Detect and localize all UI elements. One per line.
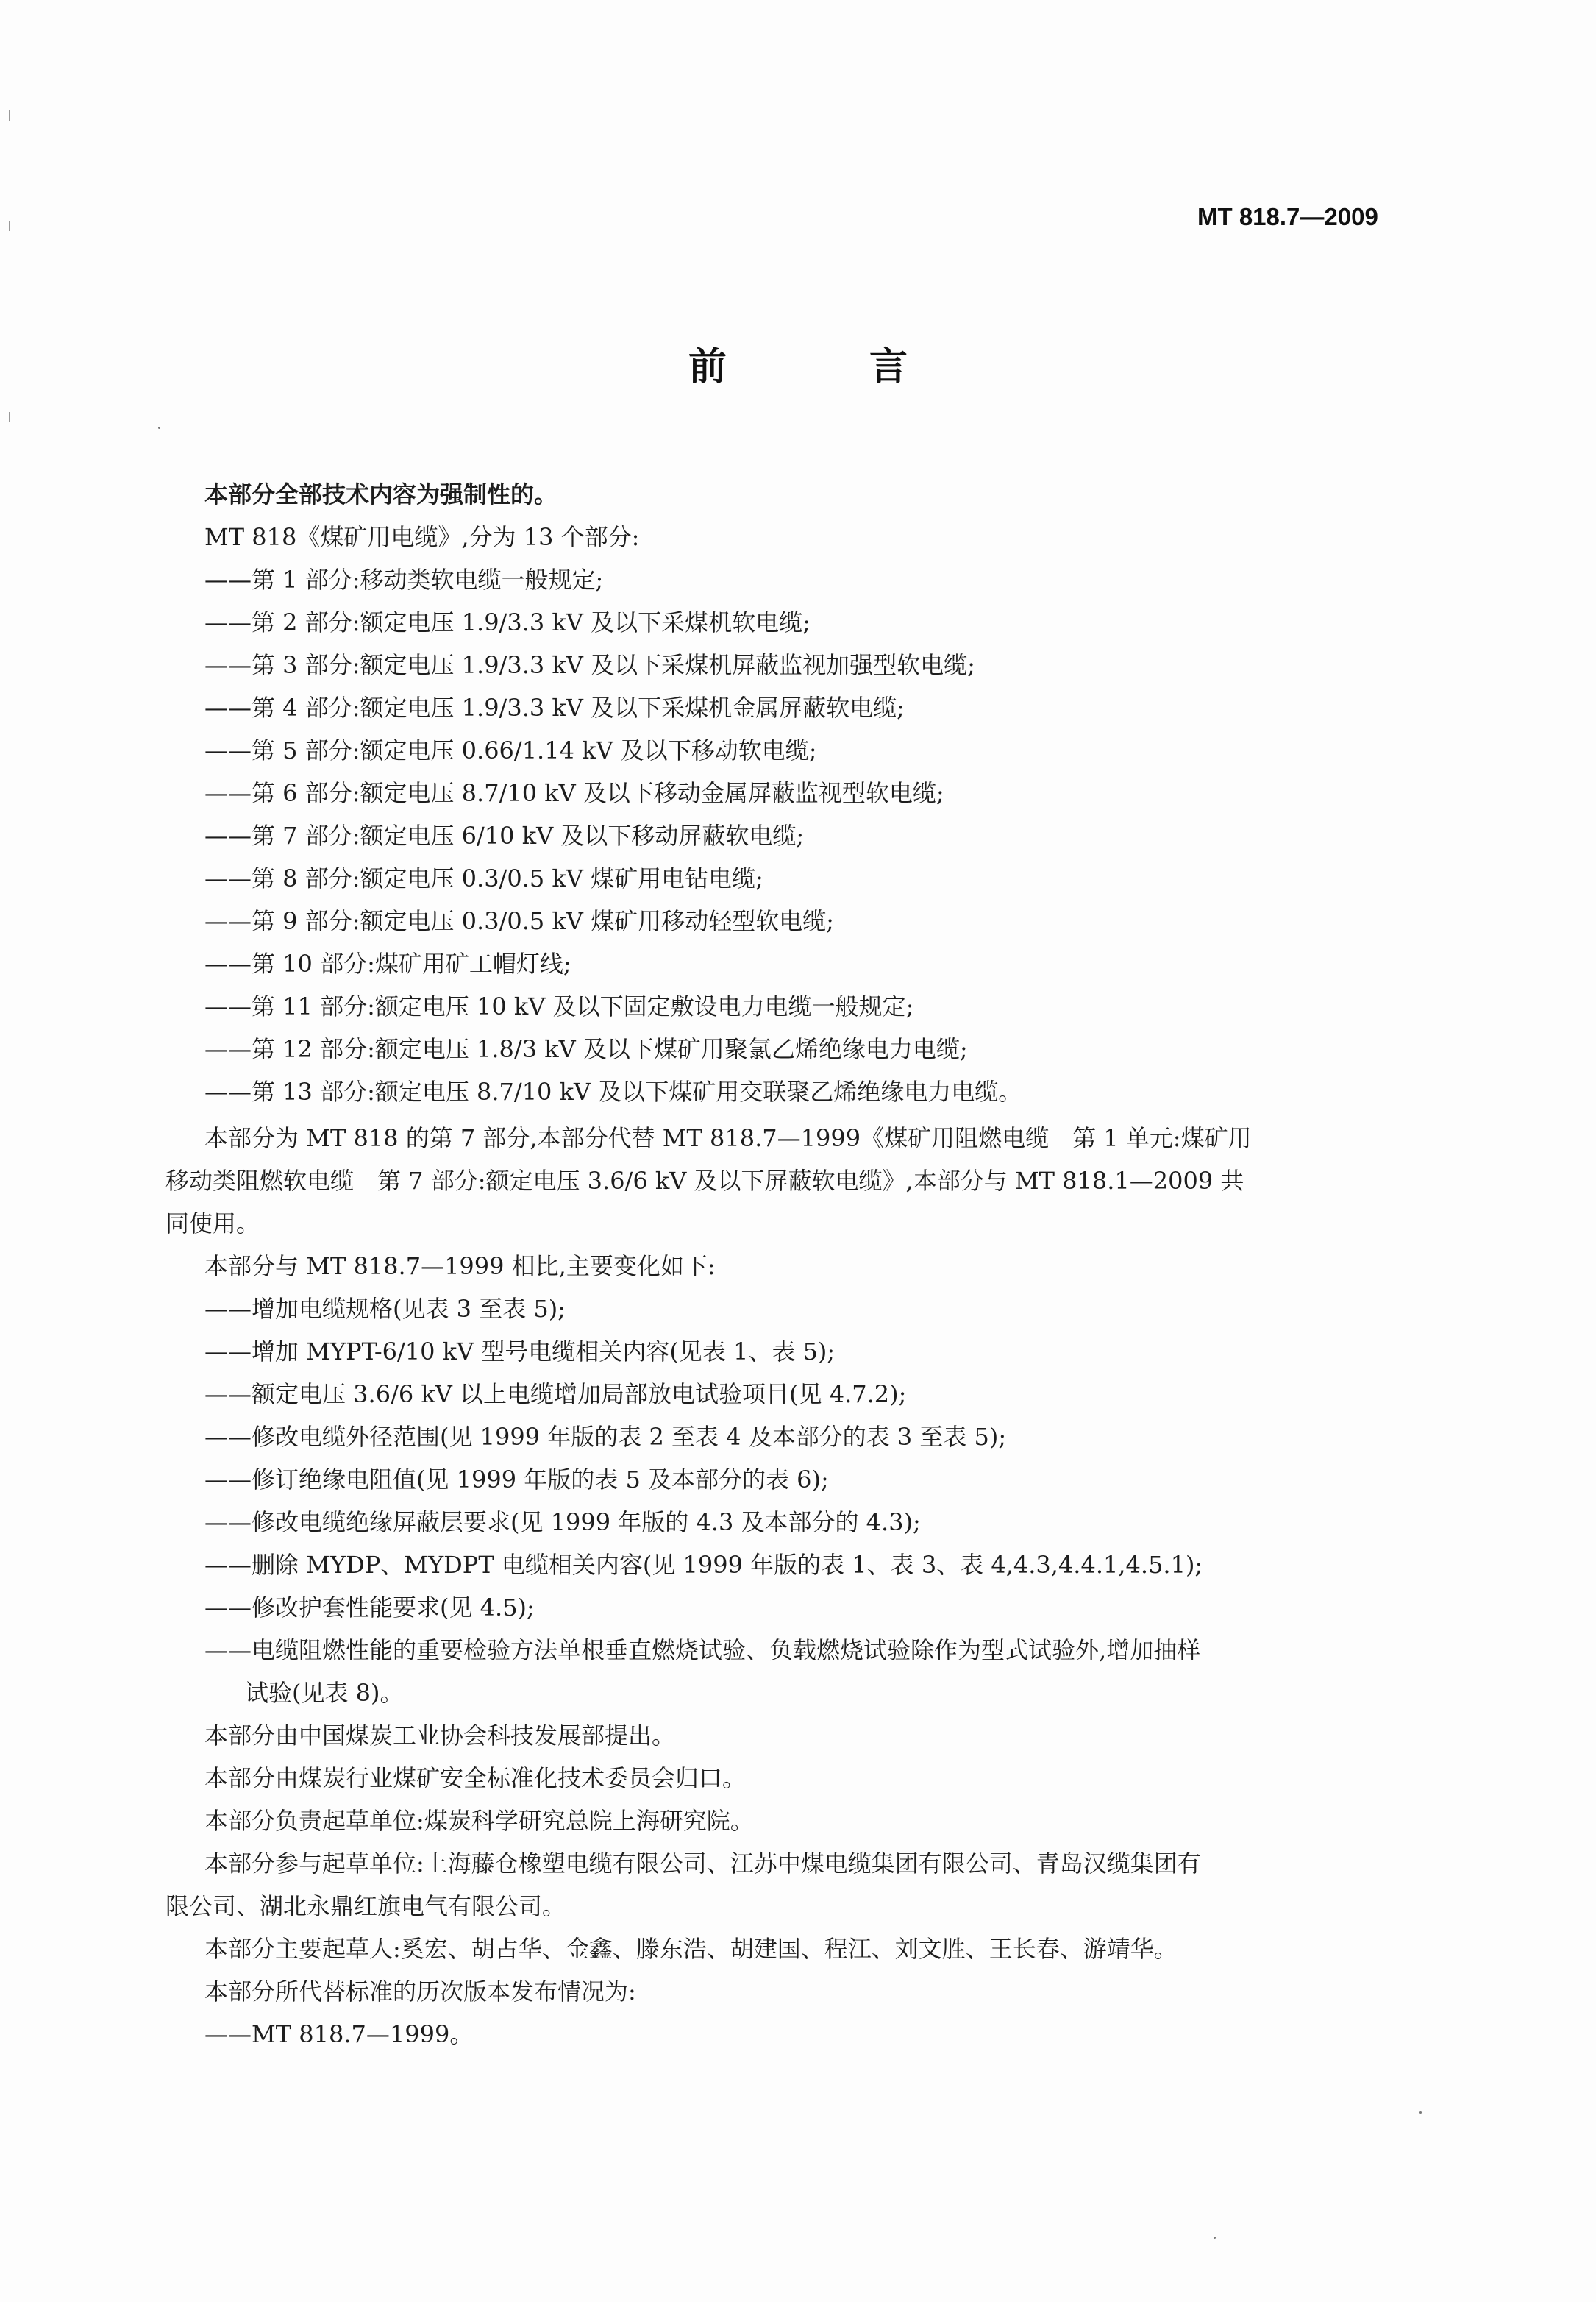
page-title: 前 言 bbox=[688, 345, 973, 389]
drafting-unit: 本部分负责起草单位:煤炭科学研究总院上海研究院。 bbox=[204, 1807, 754, 1835]
list-item: ——第 11 部分:额定电压 10 kV 及以下固定敷设电力电缆一般规定; bbox=[204, 992, 914, 1020]
centralized-by: 本部分由煤炭行业煤矿安全标准化技术委员会归口。 bbox=[204, 1764, 747, 1792]
list-item: ——电缆阻燃性能的重要检验方法单根垂直燃烧试验、负载燃烧试验除作为型式试验外,增加抽样 bbox=[204, 1636, 1201, 1664]
scan-speck bbox=[158, 427, 160, 429]
list-item: ——修改护套性能要求(见 4.5); bbox=[204, 1594, 535, 1621]
main-drafters: 本部分主要起草人:奚宏、胡占华、金鑫、滕东浩、胡建国、程江、刘文胜、王长春、游靖华。 bbox=[204, 1935, 1178, 1963]
list-item: ——第 1 部分:移动类软电缆一般规定; bbox=[204, 566, 604, 594]
list-item: ——第 6 部分:额定电压 8.7/10 kV 及以下移动金属屏蔽监视型软电缆; bbox=[204, 779, 944, 807]
paragraph-line: 移动类阻燃软电缆 第 7 部分:额定电压 3.6/6 kV 及以下屏蔽软电缆》,本部分与 MT 818.1—2009 共 bbox=[165, 1167, 1244, 1195]
list-item: ——第 4 部分:额定电压 1.9/3.3 kV 及以下采煤机金属屏蔽软电缆; bbox=[204, 694, 905, 722]
list-item: ——第 13 部分:额定电压 8.7/10 kV 及以下煤矿用交联聚乙烯绝缘电力电缆。 bbox=[204, 1078, 1022, 1106]
list-item: ——第 9 部分:额定电压 0.3/0.5 kV 煤矿用移动轻型软电缆; bbox=[204, 907, 834, 935]
paragraph-line: 限公司、湖北永鼎红旗电气有限公司。 bbox=[165, 1892, 566, 1920]
list-item: ——第 7 部分:额定电压 6/10 kV 及以下移动屏蔽软电缆; bbox=[204, 822, 805, 850]
list-item: ——增加 MYPT-6/10 kV 型号电缆相关内容(见表 1、表 5); bbox=[204, 1337, 836, 1365]
list-item: ——额定电压 3.6/6 kV 以上电缆增加局部放电试验项目(见 4.7.2); bbox=[204, 1380, 907, 1408]
list-item: ——第 2 部分:额定电压 1.9/3.3 kV 及以下采煤机软电缆; bbox=[204, 608, 811, 636]
list-item-continuation: 试验(见表 8)。 bbox=[245, 1679, 404, 1707]
list-item: ——第 5 部分:额定电压 0.66/1.14 kV 及以下移动软电缆; bbox=[204, 736, 817, 764]
parts-intro: MT 818《煤矿用电缆》,分为 13 个部分: bbox=[204, 523, 640, 551]
binding-mark bbox=[9, 412, 10, 422]
list-item: ——删除 MYDP、MYDPT 电缆相关内容(见 1999 年版的表 1、表 3、表 4,4.3,4.4.1,4.5.1); bbox=[204, 1551, 1203, 1579]
binding-mark bbox=[9, 221, 10, 231]
scan-speck bbox=[1214, 2237, 1216, 2239]
changes-intro: 本部分与 MT 818.7—1999 相比,主要变化如下: bbox=[204, 1252, 716, 1280]
mandatory-statement: 本部分全部技术内容为强制性的。 bbox=[204, 480, 558, 508]
list-item: ——第 12 部分:额定电压 1.8/3 kV 及以下煤矿用聚氯乙烯绝缘电力电缆; bbox=[204, 1035, 968, 1063]
list-item: ——第 3 部分:额定电压 1.9/3.3 kV 及以下采煤机屏蔽监视加强型软电缆; bbox=[204, 651, 975, 679]
list-item: ——第 8 部分:额定电压 0.3/0.5 kV 煤矿用电钻电缆; bbox=[204, 864, 763, 892]
header-standard-code: MT 818.7—2009 bbox=[1197, 203, 1378, 230]
history-intro: 本部分所代替标准的历次版本发布情况为: bbox=[204, 1978, 636, 2006]
list-item: ——第 10 部分:煤矿用矿工帽灯线; bbox=[204, 950, 571, 978]
proposed-by: 本部分由中国煤炭工业协会科技发展部提出。 bbox=[204, 1722, 676, 1749]
paragraph-line: 本部分参与起草单位:上海藤仓橡塑电缆有限公司、江苏中煤电缆集团有限公司、青岛汉缆集团有 bbox=[204, 1850, 1201, 1878]
list-item: ——增加电缆规格(见表 3 至表 5); bbox=[204, 1295, 566, 1323]
binding-mark bbox=[9, 110, 10, 121]
list-item: ——修改电缆外径范围(见 1999 年版的表 2 至表 4 及本部分的表 3 至表 5); bbox=[204, 1423, 1007, 1451]
list-item: ——修改电缆绝缘屏蔽层要求(见 1999 年版的 4.3 及本部分的 4.3); bbox=[204, 1508, 921, 1536]
paragraph-line: 本部分为 MT 818 的第 7 部分,本部分代替 MT 818.7—1999《煤矿用阻燃电缆 第 1 单元:煤矿用 bbox=[204, 1124, 1252, 1152]
scan-speck bbox=[1419, 2111, 1422, 2114]
list-item: ——修订绝缘电阻值(见 1999 年版的表 5 及本部分的表 6); bbox=[204, 1466, 829, 1493]
paragraph-line: 同使用。 bbox=[165, 1209, 260, 1237]
history-item: ——MT 818.7—1999。 bbox=[204, 2020, 474, 2048]
